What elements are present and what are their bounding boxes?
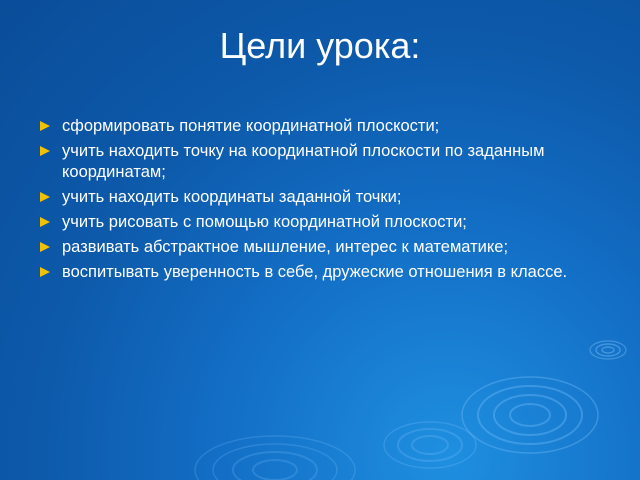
bullet-text: развивать абстрактное мышление, интерес к математике; <box>62 238 509 256</box>
list-item <box>40 262 600 283</box>
triangle-bullet-icon <box>40 242 50 252</box>
list-item <box>40 116 600 137</box>
triangle-bullet-icon <box>40 121 50 131</box>
slide-title: Цели урока: <box>219 25 421 66</box>
list-item <box>40 212 600 233</box>
list-item <box>40 237 600 258</box>
bullet-text: воспитывать уверенность в себе, дружеские отношения в классе. <box>62 263 568 281</box>
bullet-list <box>40 116 600 287</box>
bullet-text: учить рисовать с помощью координатной плоскости; <box>62 213 467 231</box>
list-item <box>40 141 600 183</box>
triangle-bullet-icon <box>40 217 50 227</box>
list-item <box>40 187 600 208</box>
triangle-bullet-icon <box>40 267 50 277</box>
triangle-bullet-icon <box>40 146 50 156</box>
triangle-bullet-icon <box>40 192 50 202</box>
bullet-text: сформировать понятие координатной плоскости; <box>62 117 440 135</box>
bullet-text: учить находить координаты заданной точки; <box>62 188 402 206</box>
bullet-text: учить находить точку на координатной плоскости по заданным координатам; <box>62 142 545 181</box>
